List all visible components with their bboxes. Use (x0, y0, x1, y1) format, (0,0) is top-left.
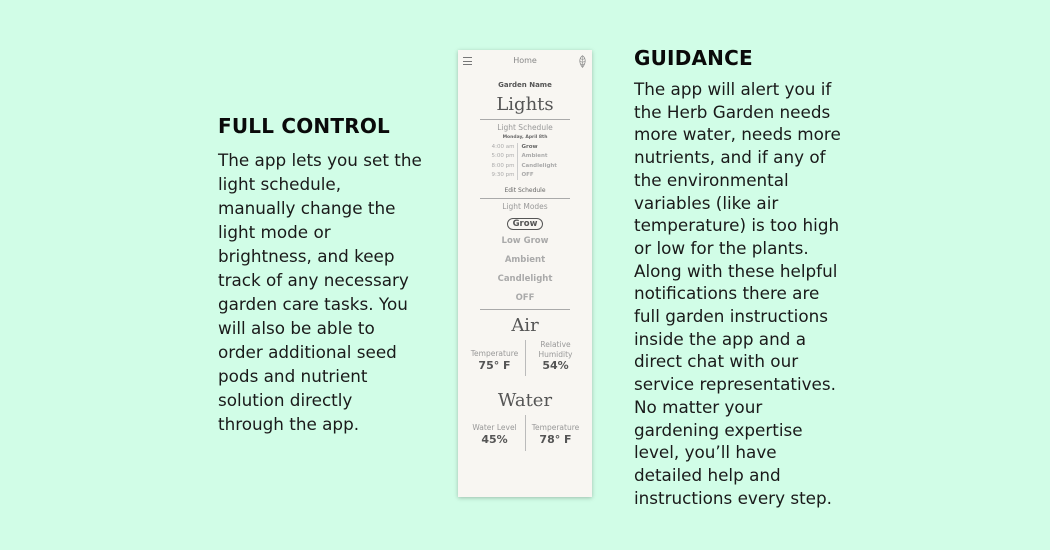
edit-schedule-button[interactable]: Edit Schedule (504, 187, 546, 195)
light-modes-label: Light Modes (502, 202, 548, 212)
schedule-time: 8:00 pm (491, 162, 515, 169)
schedule-mode: OFF (521, 171, 534, 178)
schedule-date: Monday, April 8th (502, 135, 548, 140)
air-stats (458, 340, 592, 376)
water-stats (458, 415, 592, 451)
humidity-value: 54% (542, 359, 569, 373)
full-control-body: The app lets you set the light schedule, manually change the light mode or brightness, and keep track of any necessary garden care tasks. You will also be able to order additional seed pods and nutrient solution directly through the app. (218, 150, 422, 434)
humidity-label: Humidity (538, 349, 573, 359)
schedule-time: 9:30 pm (491, 171, 515, 178)
water-level-value: 45% (481, 432, 508, 446)
full-control-heading: FULL CONTROL (218, 114, 390, 138)
full-control-section (218, 114, 423, 436)
garden-name: Garden Name (498, 81, 552, 89)
air-title: Air (511, 315, 539, 337)
mode-low-grow-button[interactable]: Low Grow (501, 236, 549, 247)
light-modes-list (458, 211, 592, 303)
mode-candlelight-button[interactable]: Candlelight (497, 274, 553, 285)
schedule-mode: Ambient (521, 153, 548, 160)
leaf-icon[interactable] (578, 55, 587, 68)
water-temperature-value: 78° F (539, 432, 572, 446)
schedule-mode: Candlelight (521, 162, 557, 169)
divider (480, 309, 570, 310)
divider (480, 119, 570, 120)
water-level-label: Water Level (472, 423, 517, 433)
mode-off-button[interactable]: OFF (515, 293, 535, 304)
light-schedule-label: Light Schedule (497, 123, 553, 132)
schedule-time: 4:00 am (491, 144, 515, 150)
header-title: Home (513, 56, 537, 65)
mode-grow-button[interactable]: Grow (507, 218, 544, 230)
humidity-label: Relative (540, 340, 571, 350)
water-temperature-label: Temperature (531, 423, 580, 433)
mode-ambient-button[interactable]: Ambient (504, 255, 546, 266)
schedule-mode: Grow (521, 144, 538, 150)
schedule-time: 5:00 pm (491, 153, 515, 160)
air-temperature-label: Temperature (470, 349, 519, 359)
water-title: Water (497, 390, 553, 412)
app-header (458, 50, 592, 74)
lights-title: Lights (496, 94, 554, 115)
light-schedule (458, 143, 592, 180)
guidance-body: The app will alert you if the Herb Garden needs more water, needs more nutrients, and if any of the environmental variables (like air temperature) is too high or low for the plants. Along with these helpful notifications there are full garden instructions inside the app and a direct chat with our service representatives. No matter your gardening expertise level, you’ll have detailed help and instructions every step. (634, 79, 841, 508)
phone-mockup (458, 50, 592, 497)
guidance-section (634, 46, 844, 509)
guidance-heading: GUIDANCE (634, 46, 753, 70)
divider (480, 198, 570, 199)
air-temperature-value: 75° F (478, 358, 511, 372)
